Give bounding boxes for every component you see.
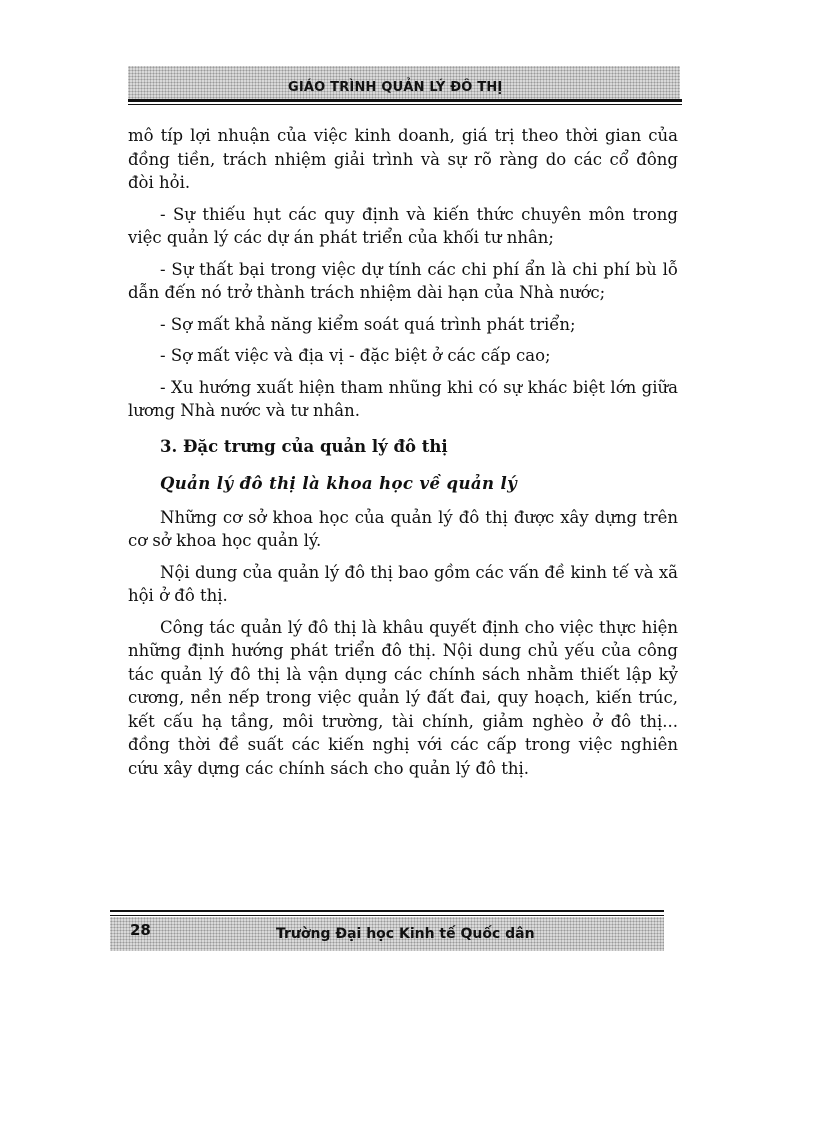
subsection-heading: Quản lý đô thị là khoa học về quản lý xyxy=(160,474,518,493)
header-rule-thin xyxy=(128,104,682,105)
bullet-item: - Xu hướng xuất hiện tham nhũng khi có sự khác biệt lớn giữa lương Nhà nước và tư nhân. xyxy=(128,377,678,420)
bullet-item: - Sợ mất việc và địa vị - đặc biệt ở các cấp cao; xyxy=(160,346,551,365)
paragraph: Nội dung của quản lý đô thị bao gồm các vấn đề kinh tế và xã hội ở đô thị. xyxy=(128,562,678,605)
footer-publisher: Trường Đại học Kinh tế Quốc dân xyxy=(276,926,535,942)
section-heading: 3. Đặc trưng của quản lý đô thị xyxy=(160,436,448,456)
running-header-title: GIÁO TRÌNH QUẢN LÝ ĐÔ THỊ xyxy=(288,80,503,95)
bullet-item: - Sợ mất khả năng kiểm soát quá trình phát triển; xyxy=(160,314,576,334)
bullet-item: - Sự thất bại trong việc dự tính các chi phí ẩn là chi phí bù lỗ dẫn đến nó trở thành trách nhiệm dài hạn của Nhà nước; xyxy=(128,259,678,302)
paragraph: Công tác quản lý đô thị là khâu quyết định cho việc thực hiện những định hướng phát triển đô thị. Nội dung chủ yếu của công tác quản lý đô thị là vận dụng các chính sách nhằm thiết lập kỷ cương, nền nếp trong việc quản lý đất đai, quy hoạch, kiến trúc, kết cấu hạ tầng, môi trường, tài chính, giảm nghèo ở đô thị... đồng thời đề suất các kiến nghị với các cấp trong việc nghiên cứu xây dựng các chính sách cho quản lý đô thị. xyxy=(128,617,678,778)
footer-rule xyxy=(110,910,664,912)
page-content xyxy=(128,124,678,788)
footer-rule-thin xyxy=(110,915,664,916)
paragraph: Những cơ sở khoa học của quản lý đô thị được xây dựng trên cơ sở khoa học quản lý. xyxy=(128,507,678,550)
page-number: 28 xyxy=(130,921,151,939)
bullet-item: - Sự thiếu hụt các quy định và kiến thức chuyên môn trong việc quản lý các dự án phát triển của khối tư nhân; xyxy=(128,204,678,247)
header-rule xyxy=(128,99,682,102)
paragraph-continued: mô típ lợi nhuận của việc kinh doanh, giá trị theo thời gian của đồng tiền, trách nhiệm giải trình và sự rõ ràng do các cổ đông đòi hỏi. xyxy=(128,126,678,192)
